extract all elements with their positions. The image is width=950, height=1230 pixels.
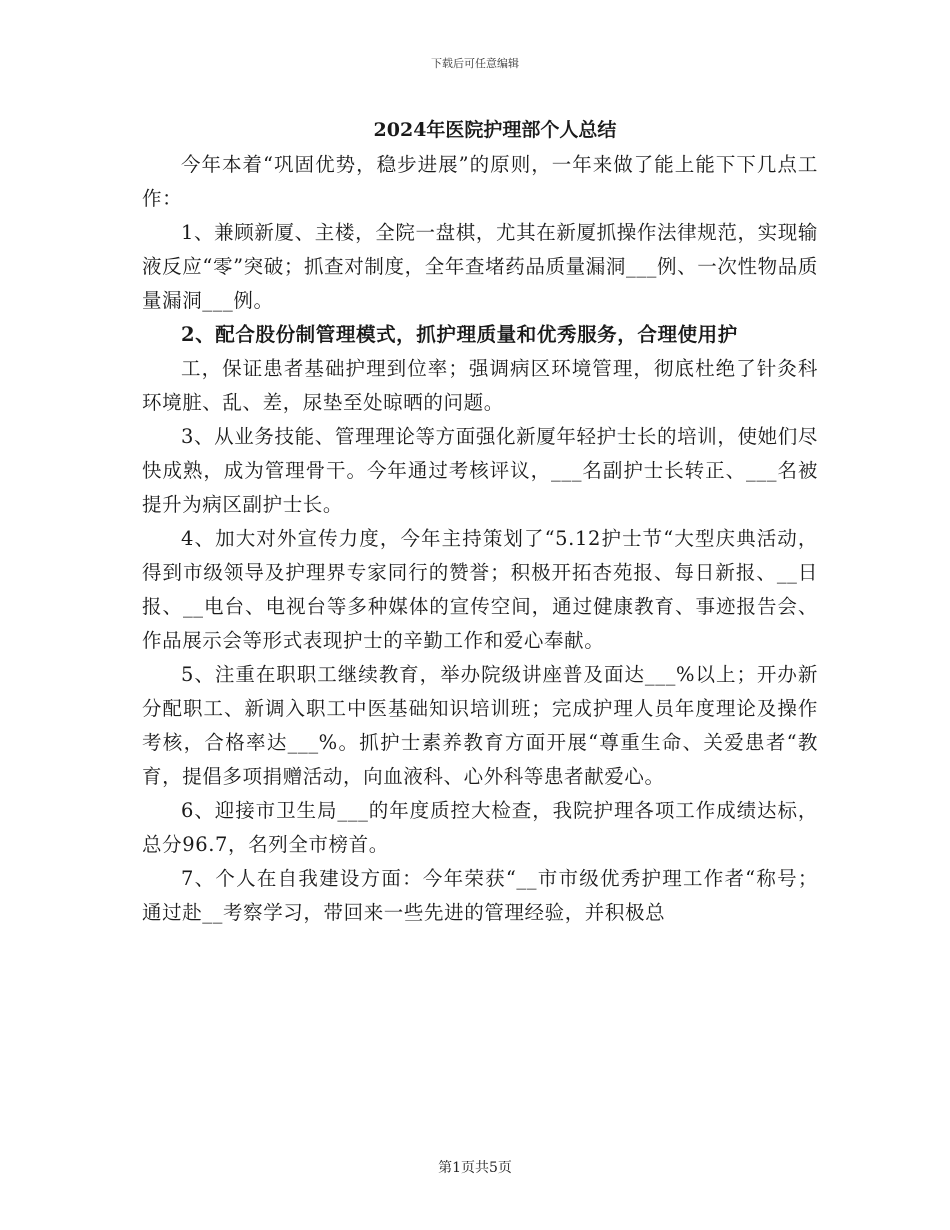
paragraph-item-1: 1、兼顾新厦、主楼，全院一盘棋，尤其在新厦抓操作法律规范，实现输液反应“零”突破；抓查对制度，全年查堵药品质量漏洞___例、一次性物品质量漏洞___例。 (142, 221, 818, 312)
paragraph-intro: 今年本着“巩固优势，稳步进展”的原则，一年来做了能上能下下几点工作： (142, 153, 818, 210)
page-indicator: 第1页共5页 (438, 1160, 512, 1176)
document-title: 2024年医院护理部个人总结 (373, 119, 617, 141)
paragraph-item-7: 7、个人在自我建设方面：今年荣获“__市市级优秀护理工作者“称号；通过赴__考察学习，带回来一些先进的管理经验，并积极总 (142, 867, 818, 924)
header-note: 下载后可任意编辑 (431, 57, 519, 70)
paragraph-item-2-heading: 2、配合股份制管理模式，抓护理质量和优秀服务，合理使用护 (181, 323, 738, 346)
paragraph-item-5: 5、注重在职职工继续教育，举办院级讲座普及面达___%以上；开办新分配职工、新调入职工中医基础知识培训班；完成护理人员年度理论及操作考核，合格率达___%。抓护士素养教育方面开展“尊重生命、关爱患者“教育，提倡多项捐赠活动，向血液科、心外科等患者献爱心。 (142, 663, 818, 788)
paragraph-item-3: 3、从业务技能、管理理论等方面强化新厦年轻护士长的培训，使她们尽快成熟，成为管理骨干。今年通过考核评议，___名副护士长转正、___名被提升为病区副护士长。 (142, 425, 818, 516)
paragraph-item-4: 4、加大对外宣传力度，今年主持策划了“5.12护士节“大型庆典活动，得到市级领导及护理界专家同行的赞誉；积极开拓杏苑报、每日新报、__日报、__电台、电视台等多种媒体的宣传空间，通过健康教育、事迹报告会、作品展示会等形式表现护士的辛勤工作和爱心奉献。 (142, 527, 818, 652)
paragraph-item-2-body: 工，保证患者基础护理到位率；强调病区环境管理，彻底杜绝了针灸科环境脏、乱、差，尿垫至处晾晒的问题。 (142, 357, 818, 414)
paragraph-item-6: 6、迎接市卫生局___的年度质控大检查，我院护理各项工作成绩达标，总分96.7，名列全市榜首。 (142, 799, 818, 856)
document-body (142, 148, 818, 930)
